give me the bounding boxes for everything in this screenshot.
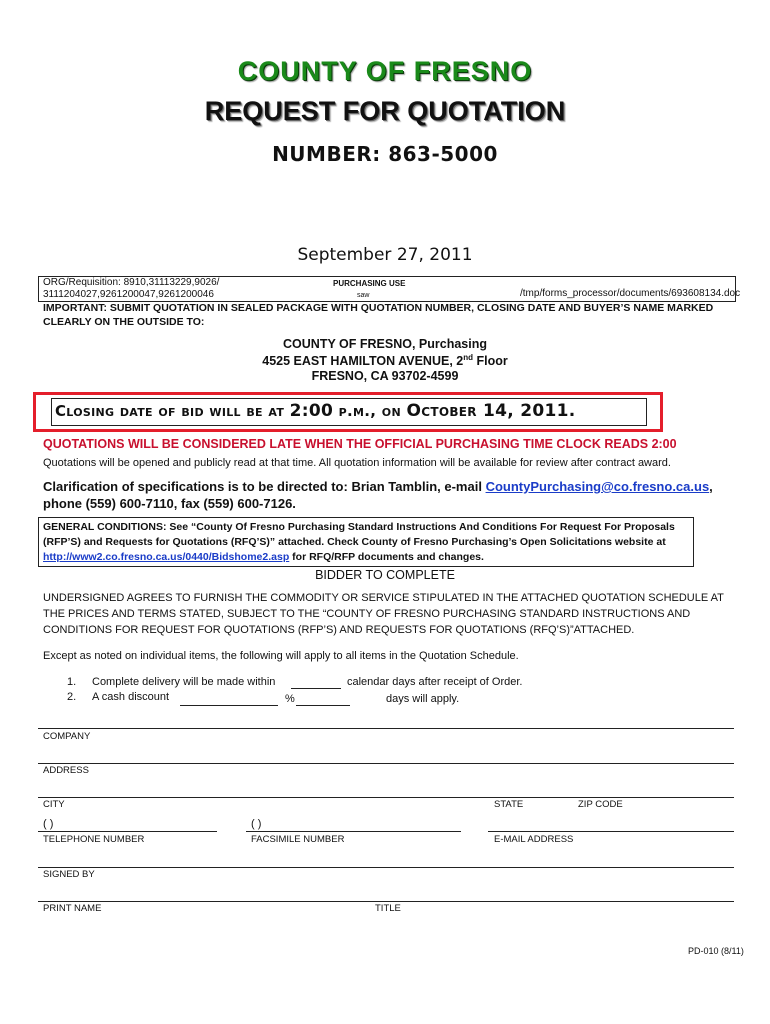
facsimile-area-code: ( ) [251, 818, 262, 830]
address-line-3: FRESNO, CA 93702-4599 [311, 369, 459, 383]
important-notice: IMPORTANT: SUBMIT QUOTATION IN SEALED PACKAGE WITH QUOTATION NUMBER, CLOSING DATE AND BUYER’S NAME MARKED CLEARLY ON THE OUTSIDE TO: [43, 302, 714, 328]
telephone-area-code: ( ) [43, 818, 54, 830]
late-notice: QUOTATIONS WILL BE CONSIDERED LATE WHEN THE OFFICIAL PURCHASING TIME CLOCK READS 2:00 [43, 437, 677, 451]
address-floor: Floor [473, 354, 508, 369]
closing-day: October 14, 2011. [406, 401, 576, 421]
closing-date [55, 401, 576, 421]
telephone-label: TELEPHONE NUMBER [43, 834, 145, 845]
form-number: PD-010 (8/11) [688, 946, 744, 956]
discount-percent-field[interactable] [180, 705, 278, 706]
closing-prefix: Closing date of bid will be at [55, 402, 290, 420]
quotation-number: NUMBER: 863-5000 [272, 142, 498, 166]
print-name-label: PRINT NAME [43, 903, 102, 914]
document-date: September 27, 2011 [297, 245, 473, 265]
email-address-label: E-MAIL ADDRESS [494, 834, 574, 845]
general-conditions [43, 520, 693, 565]
telephone-field[interactable] [38, 831, 217, 832]
item-number: 2. [67, 691, 77, 703]
city-state-zip-field[interactable] [38, 797, 734, 798]
address-line-2 [0, 353, 770, 368]
general-conditions-label: GENERAL CONDITIONS: [43, 521, 167, 533]
purchasing-use-label: PURCHASING USE [333, 279, 406, 288]
facsimile-label: FACSIMILE NUMBER [251, 834, 345, 845]
bids-website-link[interactable]: http://www2.co.fresno.ca.us/0440/Bidshome2.asp [43, 551, 290, 563]
signed-by-field[interactable] [38, 867, 734, 868]
item-delivery-label: Complete delivery will be made within [92, 676, 276, 688]
address-street: 4525 EAST HAMILTON AVENUE, 2 [262, 354, 464, 369]
item-discount-suffix: days will apply. [386, 693, 460, 705]
closing-mid: p.m., on [333, 402, 407, 420]
org-requisition [43, 277, 219, 301]
clarification-contact [43, 478, 743, 512]
purchasing-initials: saw [357, 292, 370, 299]
item-delivery-suffix: calendar days after receipt of Order. [347, 676, 523, 688]
address-field[interactable] [38, 763, 734, 764]
city-label: CITY [43, 799, 65, 810]
clarification-prefix: Clarification of specifications is to be directed to: Brian Tamblin, e-mail [43, 479, 486, 494]
closing-time: 2:00 [289, 401, 334, 421]
item-number: 1. [67, 676, 77, 688]
opened-notice: Quotations will be opened and publicly read at that time. All quotation information will be available for review after contract award. [43, 457, 671, 469]
address-label: ADDRESS [43, 765, 89, 776]
org-line-2: 3111204027,9261200047,9261200046 [43, 289, 214, 300]
email-field[interactable] [488, 831, 734, 832]
discount-days-field[interactable] [296, 705, 350, 706]
percent-sign: % [285, 693, 295, 705]
delivery-days-field[interactable] [291, 688, 341, 689]
print-name-title-field[interactable] [38, 901, 734, 902]
bidder-heading: BIDDER TO COMPLETE [315, 568, 455, 582]
except-note: Except as noted on individual items, the following will apply to all items in the Quotation Schedule. [43, 650, 519, 662]
general-conditions-text: See “County Of Fresno Purchasing Standard Instructions And Conditions For Request For Proposals (RFP’S) and Requests for Quotations (RFQ’S)” attached. Check County of Fresno Purchasing’s Open Solicitations website at [43, 521, 675, 548]
facsimile-field[interactable] [246, 831, 461, 832]
email-link[interactable]: CountyPurchasing@co.fresno.ca.us [485, 479, 710, 494]
clarification-suffix: , phone (559) 600-7110, fax (559) 600-7126. [43, 479, 713, 511]
address-floor-suffix: nd [463, 353, 474, 362]
signed-by-label: SIGNED BY [43, 869, 95, 880]
address-line-1: COUNTY OF FRESNO, Purchasing [283, 337, 487, 351]
company-label: COMPANY [43, 731, 91, 742]
org-line-1: ORG/Requisition: 8910,31113229,9026/ [43, 277, 220, 288]
state-label: STATE [494, 799, 524, 810]
general-conditions-suffix: for RFQ/RFP documents and changes. [289, 551, 484, 563]
county-heading: COUNTY OF FRESNO [237, 56, 533, 86]
document-title: REQUEST FOR QUOTATION [204, 96, 566, 126]
title-label: TITLE [375, 903, 401, 914]
item-discount-label: A cash discount [92, 691, 170, 703]
document-filepath: /tmp/forms_processor/documents/693608134.doc [520, 288, 741, 299]
undersigned-agreement: UNDERSIGNED AGREES TO FURNISH THE COMMODITY OR SERVICE STIPULATED IN THE ATTACHED QUOTATION SCHEDULE AT THE PRICES AND TERMS STATED, SUBJECT TO THE “COUNTY OF FRESNO PURCHASING STANDARD INSTRUCTIONS AND CONDITIONS FOR REQUEST FOR QUOTATIONS (RFP’S) AND REQUESTS FOR QUOTATIONS (RFQ’S)”ATTACHED. [43, 592, 724, 636]
company-field[interactable] [38, 728, 734, 729]
zip-code-label: ZIP CODE [578, 799, 623, 810]
